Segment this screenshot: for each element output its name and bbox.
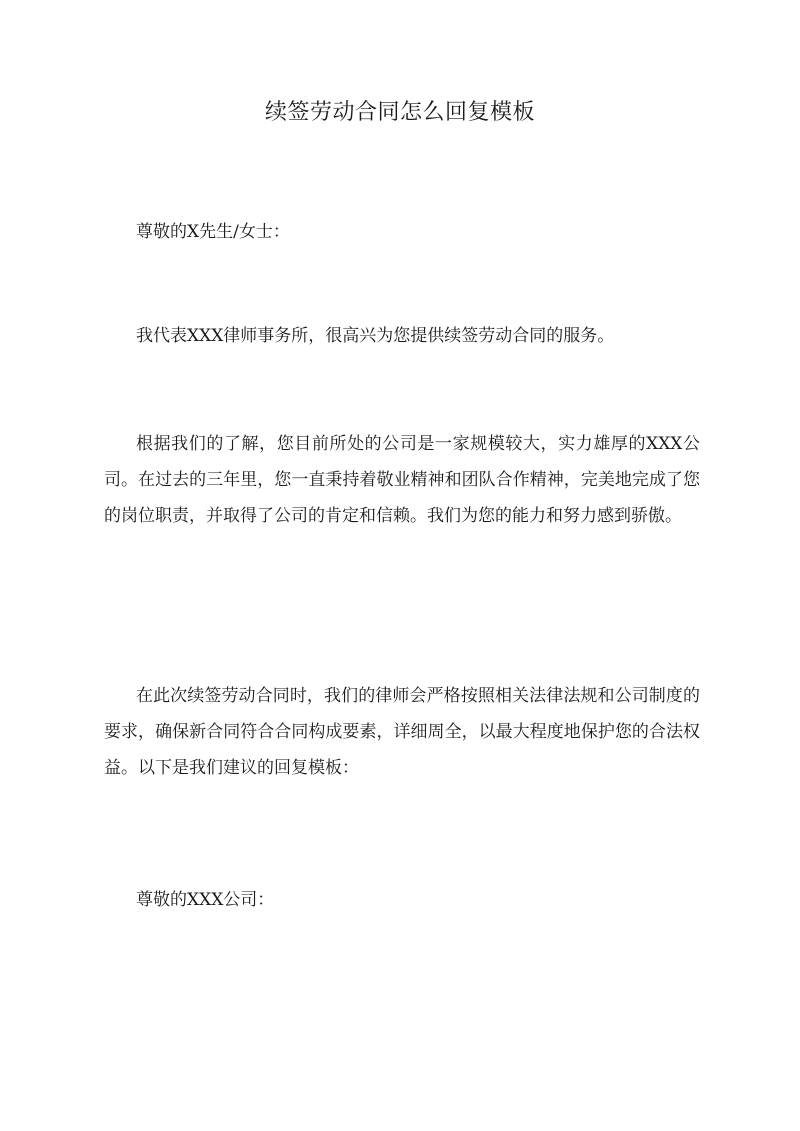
- intro-paragraph: 我代表XXX律师事务所，很高兴为您提供续签劳动合同的服务。: [136, 326, 615, 346]
- background-paragraph: 根据我们的了解，您目前所处的公司是一家规模较大，实力雄厚的XXX公司。在过去的三年里，您一直秉持着敬业精神和团队合作精神，完美地完成了您的岗位职责，并取得了公司的肯定和信赖。我们为您的能力和努力感到骄傲。: [104, 434, 700, 526]
- process-paragraph: 在此次续签劳动合同时，我们的律师会严格按照相关法律法规和公司制度的要求，确保新合同符合合同构成要素，详细周全，以最大程度地保护您的合法权益。以下是我们建议的回复模板：: [104, 686, 700, 778]
- reply-salutation-paragraph: 尊敬的XXX公司：: [136, 890, 275, 910]
- document-title: 续签劳动合同怎么回复模板: [264, 100, 535, 125]
- salutation-paragraph: 尊敬的X先生/女士：: [136, 222, 290, 242]
